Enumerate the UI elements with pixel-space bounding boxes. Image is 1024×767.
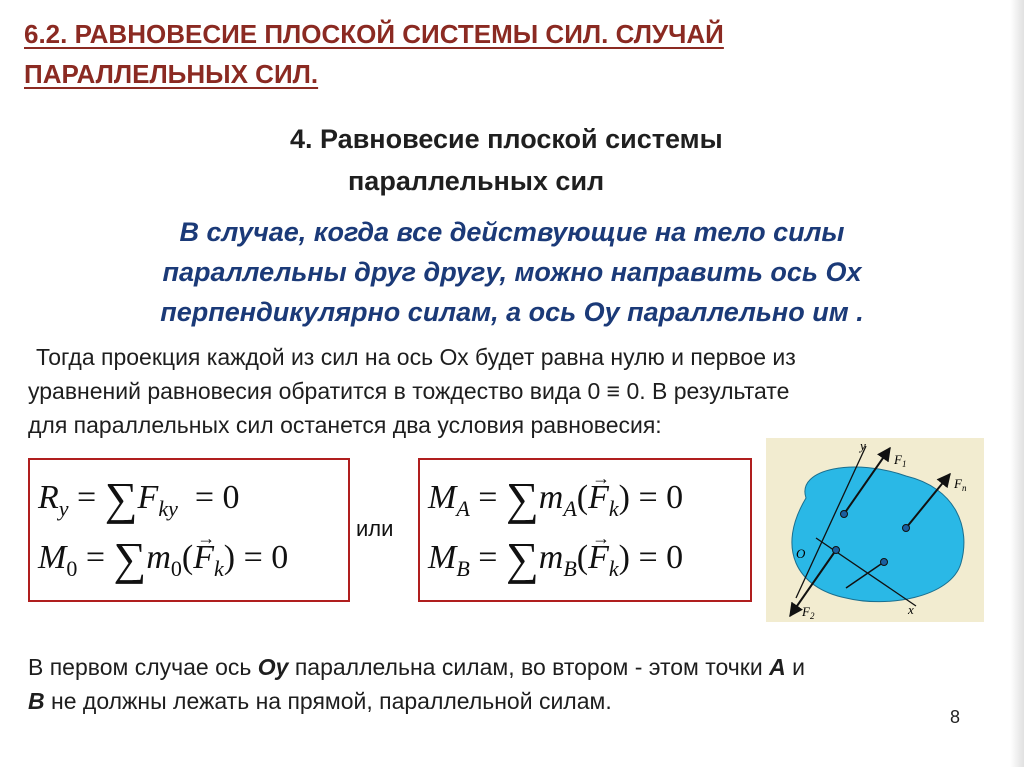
vector-symbol: → F bbox=[588, 538, 609, 578]
y-axis-label: y bbox=[860, 438, 866, 453]
vector-symbol: → F bbox=[588, 478, 609, 518]
formula-symbol: F bbox=[137, 479, 159, 516]
parallel-forces-diagram bbox=[766, 438, 984, 622]
lead-line-1: В случае, когда все действующие на тело силы bbox=[179, 217, 845, 247]
formula-symbol: R bbox=[38, 479, 59, 516]
formula-ma bbox=[428, 473, 684, 529]
page-title-line-2: ПАРАЛЛЕЛЬНЫХ СИЛ. bbox=[24, 59, 319, 89]
formula-operator: = bbox=[478, 539, 498, 576]
axis-oy-emphasis: Оу bbox=[257, 654, 289, 680]
conclusion-line-2 bbox=[28, 684, 1008, 718]
conclusion-text: не должны лежать на прямой, параллельной силам. bbox=[44, 688, 612, 714]
formula-symbol: m bbox=[538, 479, 564, 516]
slide-edge-shadow bbox=[1010, 0, 1024, 767]
formula-subscript: B bbox=[563, 556, 577, 581]
page-number: 8 bbox=[950, 707, 961, 727]
formula-m0 bbox=[38, 533, 289, 589]
formula-symbol: m bbox=[538, 539, 564, 576]
formula-subscript: k bbox=[608, 496, 619, 521]
formula-operator: = bbox=[77, 479, 97, 516]
application-point bbox=[841, 511, 848, 518]
formula-paren: ) bbox=[618, 479, 630, 516]
formula-subscript: A bbox=[563, 496, 577, 521]
lead-paragraph bbox=[0, 212, 1024, 332]
formula-subscript: 0 bbox=[66, 556, 78, 581]
formula-operator: = bbox=[478, 479, 498, 516]
conclusion-paragraph bbox=[28, 650, 1008, 718]
formula-paren: ( bbox=[181, 539, 194, 576]
formula-subscript: k bbox=[213, 556, 224, 581]
formula-operator: = bbox=[85, 539, 106, 576]
formula-rhs: = 0 bbox=[638, 479, 684, 516]
formula-paren: ( bbox=[576, 539, 589, 576]
formula-rhs: = 0 bbox=[638, 539, 684, 576]
vector-symbol: → F bbox=[193, 538, 214, 578]
formula-subscript: B bbox=[456, 556, 470, 581]
application-point bbox=[881, 559, 888, 566]
section-title-line-1: 4. Равновесие плоской системы bbox=[290, 124, 723, 154]
point-b-emphasis: В bbox=[28, 688, 45, 714]
origin-label: O bbox=[796, 546, 806, 561]
sum-symbol: ∑ bbox=[104, 473, 138, 524]
body-line-1: Тогда проекция каждой из сил на ось Ох будет равна нулю и первое из bbox=[36, 344, 796, 370]
formula-subscript: ky bbox=[158, 496, 178, 521]
force-f2-label: $F_2$ bbox=[802, 604, 815, 621]
formula-subscript: y bbox=[58, 496, 69, 521]
formula-symbol: M bbox=[428, 479, 457, 516]
application-point bbox=[833, 547, 840, 554]
sum-symbol: ∑ bbox=[505, 473, 539, 524]
formula-subscript: k bbox=[608, 556, 619, 581]
formula-box-right bbox=[418, 458, 752, 602]
formula-symbol: M bbox=[38, 539, 67, 576]
page-title-line-1: 6.2. РАВНОВЕСИЕ ПЛОСКОЙ СИСТЕМЫ СИЛ. СЛУЧАЙ bbox=[24, 19, 724, 49]
force-f1-label: $F_1$ bbox=[894, 452, 907, 469]
conclusion-line-1 bbox=[28, 650, 1008, 684]
formula-rhs: = 0 bbox=[194, 479, 240, 516]
formula-paren: ) bbox=[223, 539, 236, 576]
or-label: или bbox=[356, 516, 394, 541]
formula-rhs: = 0 bbox=[243, 539, 289, 576]
formula-mb bbox=[428, 533, 684, 589]
conclusion-text: и bbox=[785, 654, 805, 680]
conclusion-text: параллельна силам, во втором - этом точки bbox=[288, 654, 770, 680]
formula-subscript: 0 bbox=[170, 556, 182, 581]
sum-symbol: ∑ bbox=[505, 533, 539, 584]
formula-symbol: M bbox=[428, 539, 457, 576]
formula-symbol: m bbox=[146, 539, 171, 576]
force-fn-label: $F_n$ bbox=[954, 476, 967, 493]
formula-paren: ) bbox=[618, 539, 630, 576]
section-title-line-2: параллельных сил bbox=[348, 166, 605, 196]
page-title bbox=[24, 14, 924, 94]
application-point bbox=[903, 525, 910, 532]
point-a-emphasis: А bbox=[769, 654, 786, 680]
conclusion-text: В первом случае ось bbox=[28, 654, 258, 680]
sum-symbol: ∑ bbox=[113, 533, 147, 584]
lead-line-2: параллельны друг другу, можно направить ось Ох bbox=[162, 257, 862, 287]
body-line-2: уравнений равновесия обратится в тождество вида 0 ≡ 0. В результате bbox=[28, 378, 790, 404]
formula-paren: ( bbox=[576, 479, 589, 516]
body-line-3: для параллельных сил останется два условия равновесия: bbox=[28, 412, 662, 438]
body-paragraph bbox=[28, 340, 1008, 442]
lead-line-3: перпендикулярно силам, а ось Оу параллельно им . bbox=[160, 297, 864, 327]
formula-box-left bbox=[28, 458, 350, 602]
formula-subscript: A bbox=[456, 496, 470, 521]
x-axis-label: x bbox=[908, 602, 914, 617]
